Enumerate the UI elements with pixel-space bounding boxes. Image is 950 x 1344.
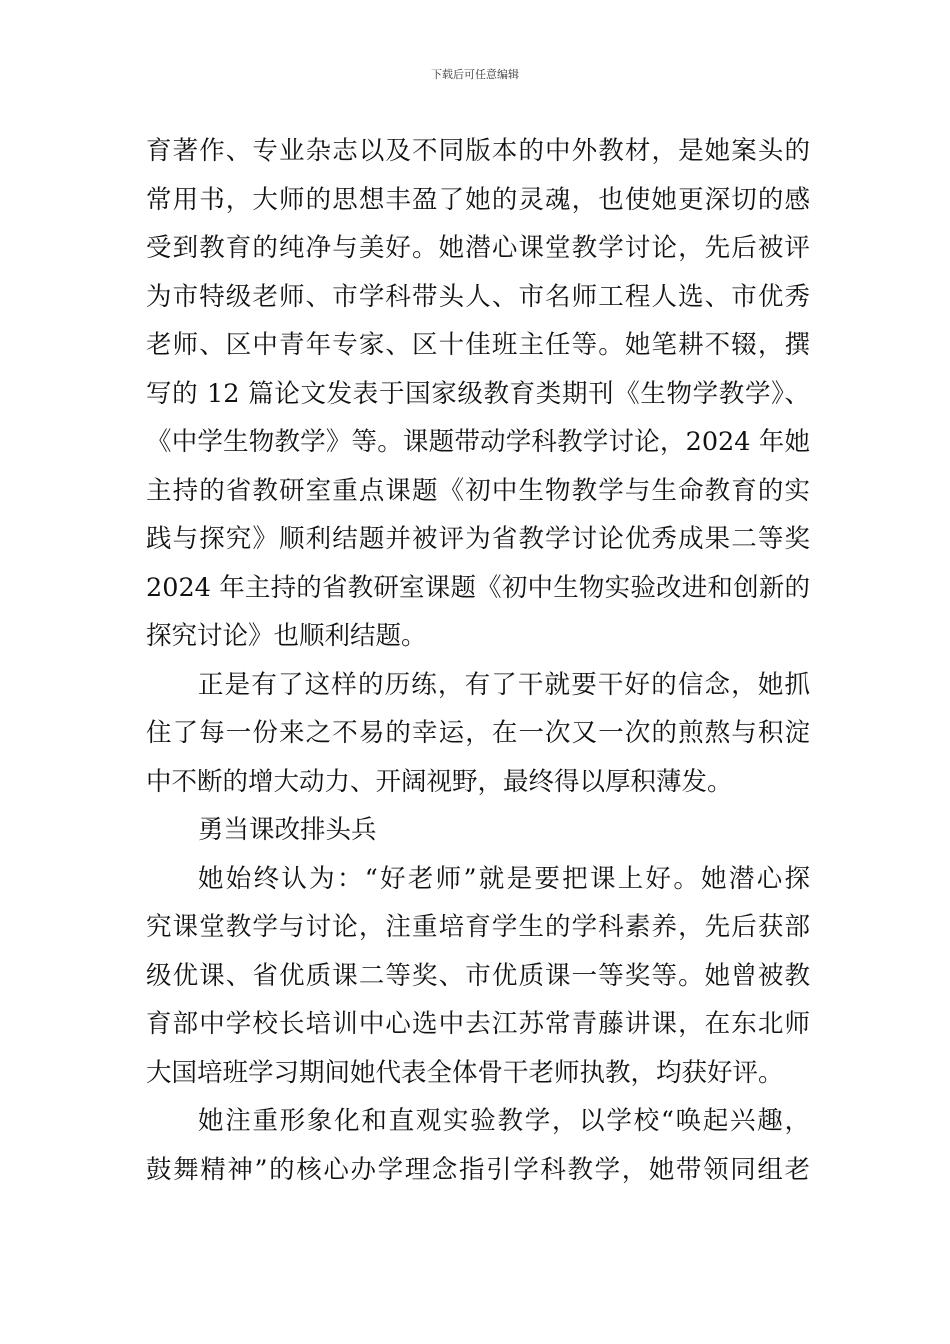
paragraph-first-line: 她始终认为：“好老师”就是要把课上好。她潜心探 xyxy=(198,863,810,894)
text-line: 中不断的增大动力、开阔视野，最终得以厚积薄发。 xyxy=(146,766,733,797)
paragraph-first-line: 她注重形象化和直观实验教学，以学校“唤起兴趣， xyxy=(198,1106,810,1136)
text-line: 为市特级老师、市学科带头人、市名师工程人选、市优秀 xyxy=(146,281,810,312)
text-line: 践与探究》顺利结题并被评为省教学讨论优秀成果二等奖 xyxy=(146,524,810,554)
paragraph-first-line: 正是有了这样的历练，有了干就要干好的信念，她抓 xyxy=(198,669,810,700)
document-body xyxy=(146,127,810,1194)
text-line: 育著作、专业杂志以及不同版本的中外教材，是她案头的 xyxy=(146,136,810,166)
text-line: 鼓舞精神”的核心办学理念指引学科教学，她带领同组老 xyxy=(146,1154,810,1185)
section-heading: 勇当课改排头兵 xyxy=(198,815,377,845)
text-line: 级优课、省优质课二等奖、市优质课一等奖等。她曾被教 xyxy=(146,960,810,991)
page-header: 下载后可任意编辑 xyxy=(431,68,519,81)
text-line: 老师、区中青年专家、区十佳班主任等。她笔耕不辍，撰 xyxy=(146,330,810,360)
text-line: 2024 年主持的省教研室课题《初中生物实验改进和创新的 xyxy=(146,572,810,603)
text-line: 常用书，大师的思想丰盈了她的灵魂，也使她更深切的感 xyxy=(146,184,810,215)
text-line: 探究讨论》也顺利结题。 xyxy=(146,621,427,651)
text-line: 住了每一份来之不易的幸运，在一次又一次的煎熬与积淀 xyxy=(146,718,810,748)
text-line: 受到教育的纯净与美好。她潜心课堂教学讨论，先后被评 xyxy=(146,233,810,263)
text-line: 主持的省教研室重点课题《初中生物教学与生命教育的实 xyxy=(146,475,810,506)
text-line: 《中学生物教学》等。课题带动学科教学讨论，2024 年她 xyxy=(146,427,810,457)
text-line: 写的 12 篇论文发表于国家级教育类期刊《生物学教学》、 xyxy=(146,378,810,409)
text-line: 究课堂教学与讨论，注重培育学生的学科素养，先后获部 xyxy=(146,912,810,942)
text-line: 大国培班学习期间她代表全体骨干老师执教，均获好评。 xyxy=(146,1057,784,1088)
text-line: 育部中学校长培训中心选中去江苏常青藤讲课，在东北师 xyxy=(146,1009,810,1039)
